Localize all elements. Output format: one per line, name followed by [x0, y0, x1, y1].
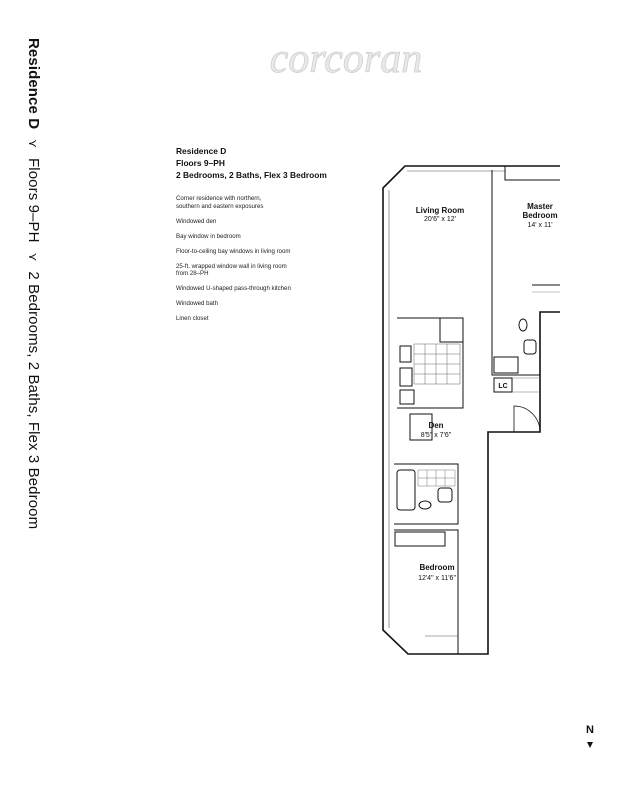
north-label: N [586, 724, 594, 736]
closet-shelf [512, 378, 540, 392]
den-name: Den [428, 421, 444, 430]
residence-floors: Floors 9–PH [176, 158, 225, 168]
bathtub [494, 357, 518, 373]
north-arrow [582, 724, 598, 752]
feature-item: Corner residence with northern, southern and eastern exposures [176, 195, 264, 210]
linen-closet-label: LC [498, 383, 508, 390]
refrigerator [440, 318, 463, 342]
living-room-dims: 20'6" x 12' [423, 216, 457, 223]
toilet [519, 319, 527, 331]
feature-item: Linen closet [176, 315, 209, 323]
master-bedroom-name-line2: Bedroom [522, 211, 558, 220]
dishwasher [400, 390, 414, 404]
chevron-icon: ⋎ [26, 252, 40, 262]
residence-name: Residence D [176, 146, 227, 156]
kitchen-wall [397, 318, 463, 408]
stove [400, 368, 412, 386]
corcoran-logo [236, 34, 456, 84]
door-swing [514, 406, 540, 432]
kitchen-sink [400, 346, 411, 362]
kitchen-tile-grid [414, 344, 460, 384]
svg-text:corcoran: corcoran [269, 36, 423, 82]
master-bedroom-name-line1: Master [527, 202, 553, 211]
feature-item: Floor-to-ceiling bay windows in living room [176, 247, 291, 255]
wall [505, 166, 560, 180]
side-title-layout: 2 Bedrooms, 2 Baths, Flex 3 Bedroom [25, 271, 42, 530]
master-bedroom-dims: 14' x 11' [527, 222, 553, 229]
bathtub [397, 470, 415, 510]
side-title [20, 38, 40, 538]
arrow-down-icon [585, 741, 595, 749]
living-room-name: Living Room [415, 206, 465, 215]
side-title-floors: Floors 9–PH [25, 158, 42, 243]
sink [438, 488, 452, 502]
bedroom-closet [395, 532, 445, 546]
feature-item: Bay window in bedroom [176, 232, 241, 240]
wall [394, 530, 458, 654]
feature-item: Windowed den [176, 217, 217, 225]
residence-info [176, 145, 376, 330]
feature-list [176, 195, 376, 323]
bath-wall [394, 464, 458, 524]
chevron-icon: ⋎ [26, 139, 40, 149]
floor-plan [380, 160, 560, 660]
feature-item: Windowed U-shaped pass-through kitchen [176, 285, 291, 293]
feature-item: Windowed bath [176, 300, 219, 308]
bedroom-name: Bedroom [419, 563, 455, 572]
bath-wall [492, 300, 540, 375]
sink [524, 340, 536, 354]
bedroom-dims: 12'4" x 11'6" [418, 575, 456, 582]
feature-item: 25-ft. wrapped window wall in living room from 28–PH [176, 262, 287, 278]
toilet [419, 501, 431, 509]
side-title-residence: Residence D [25, 38, 42, 130]
den-dims: 8'5" x 7'6" [420, 432, 452, 439]
exterior-wall [383, 166, 560, 654]
residence-layout: 2 Bedrooms, 2 Baths, Flex 3 Bedroom [176, 170, 327, 180]
bath-tile-grid [418, 470, 455, 486]
